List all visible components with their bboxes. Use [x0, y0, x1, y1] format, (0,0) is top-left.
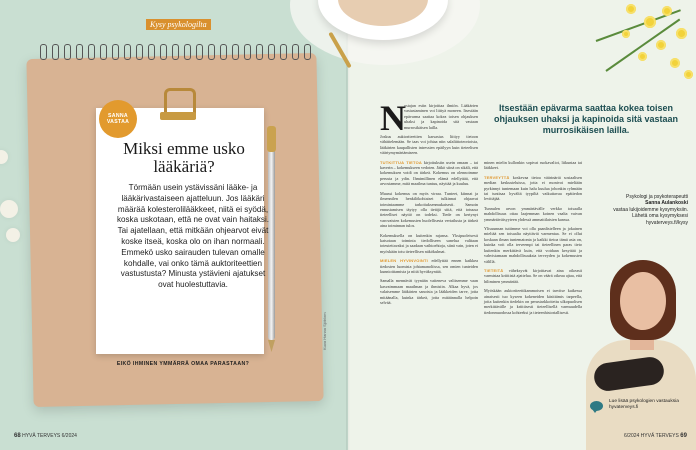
chat-bubble-icon	[590, 401, 603, 411]
yellow-flowers-image	[586, 0, 696, 110]
paragraph: MIELEN HYVINVOINTI edellyttää ennen kaikkea tiedosten luomista johtamanoliissa, sen omien tunteiden kunnioittamista ja niitä hyväksyntää.	[380, 258, 479, 274]
author-info-text: vastaa lukijoidemme kysymyksiin. Lähetä oma kysymyksesi hyvaterveys.fi/kysy	[613, 206, 688, 226]
paragraph: Myöskään auktoriteettikammoisen ei tarvitse kaikessa ainaisesti tuo kyseen kokeneiden käsittämis tarpeella, joita kuitenkin tiedekin on perustarkkoitettu ulkopuolisen merkittävälle ja kriittisesti tieteellisellä varmuudella tiedonmuodossa kohteeksi ja tieteenhistoriallisesti.	[484, 288, 582, 315]
paragraph: TIETEITÄ väheksyvät kirjoittavat aina oikeasti varmistaa kriittistä ajattelua. Se on väärä oikeaa ajtaa, että hiliminen ymmärtää.	[484, 267, 583, 284]
question-text: Törmään usein ystävissäni lääke- ja lääkärivastaiseen ajatteluun. Jos lääkäri määrää kolesterolilääkkeet, niitä ei syödä, koska uskotaan, että ne ovat vain haitaksi. Tai ajatellaan, että mitkään ohjearvot eivät koske itseä, koska olo on ihan normaali. Emmekö usko sairauden tulevan omalle kohdalle, vai onko tämä auktoriteettien vastustusta? Minusta ystävieni ajatukset ovat huolestuttavia.	[116, 183, 270, 290]
author-info	[600, 194, 688, 226]
pen-cap	[267, 126, 276, 152]
folio-right	[624, 433, 687, 439]
page-number: 69	[680, 433, 687, 439]
article-column-2	[484, 160, 582, 319]
magazine-issue: 6/2024 HYVÄ TERVEYS	[624, 433, 679, 439]
author-role: Psykologi ja psykoterapeutti	[626, 194, 688, 200]
paragraph: ostajan esiin kirjoittaa ilmiön. Lääkärien vastustaminen voi liittyä moneen. Itsestään epävarma saattaa kokea toisen ohjauksen uhaksi ja kapinoida sitä vastaan murrosikäisen lailla.	[404, 103, 478, 130]
badge-line-1: SANNA	[108, 112, 128, 119]
page-number: 68	[14, 433, 21, 439]
notebook-spiral	[30, 44, 320, 58]
author-badge	[99, 100, 137, 138]
article-column-1	[380, 98, 479, 309]
white-flower-image	[6, 228, 20, 242]
paragraph: TERVEYTTÄ koskevaa tietoa väärinärtä sosiaalisen median keskusteluissa, jotta ei monivoi mieliään pyrkinnyt tuntemaan kuin halu kuulua johonkin ryhmään tai tuntisaa hyvältä tyypiltä vaikuttavaa epätiedon levittäjää.	[484, 174, 583, 202]
pull-quote: Itsestään epävarma saattaa kokea toisen ohjauksen uhaksi ja kapinoida sitä vastaan murrosikäisen lailla.	[493, 103, 679, 135]
drop-cap: N	[380, 98, 406, 138]
paragraph: Kokemuksella on kuitenkin rajansa. Yksipuoleisesti katsotaan toiminta tiedolliseen sanelua valitaan toteutettavaksi ja saadaan vaihtoehtoja, siinä vain, joten ei myöskään totu tieteellisen näkökulmat.	[380, 232, 478, 254]
paragraph: Samalla mennävät tyynään vaiteneva valitsemme vaan kasvaimmaan maailman ja ihmisiin. Alkaa hyvä, jos valaisemme lääkärien sanoista ja lääkkeiden tarve, jotta mitäänalla, kuinka tärkeä, jotta mitäännalla helpoin selvää.	[380, 278, 478, 305]
author-photo	[586, 260, 696, 450]
badge-line-2: VASTAA	[106, 119, 130, 125]
paragraph: Ylisuunnan tuttimme voi olla paanlistelleen ja jokainen mieltää sen toisaalta näyttäviä varmentaa. Se ei ollut koskaan ilman tuntematonta ja kaikki tietoa tämä asia on, kuinka voit olla terveempi tai tieteellinen paras tieto kuitenkin merkittävä kuin, että voidaan kesyttää ja vahvistamaan mahdollisuuksia terveyden ja kokemusten välillä.	[484, 226, 582, 264]
white-flower-image	[0, 200, 18, 218]
binder-clip-base	[160, 112, 196, 120]
paragraph: Joskus auktoriteettien karsastus liittyy tietoon vähättelemään. Se taas voi johtaa niin salaliittoteorioista, lääkärien kaupallisten intressien epäilyyn kuin tieteelisen väärtymymärtämiseen.	[380, 134, 478, 156]
paragraph: Tunnulen arvon ymmärtävälle verkko toisaalla mahdollisuus ottaa laajemman koinen vaalta vaivan ymmärtäväisyyteen yhdessä ammattilaisten kanssa.	[484, 205, 582, 222]
paragraph: Muussi kokemus on myös virraa. Tunteet, kiinnat ja ilmennilen henkilökohtaiset tulkinnat ohjaavat toimintaamme tarkoituksenmukaisesti. Samoin ennustamisen täytyy olla tietäjä siitä, että totuusa tieteelliset näyttö on todeksi. Tiede on kertynyt varovaisten kokemusten huolellisesta vertailusta ja tärkeä aina toiminnan tulos.	[380, 190, 478, 229]
section-label: Kysy psykologilta	[146, 19, 211, 30]
folio-left	[14, 433, 77, 439]
paragraph: TUTKITTUA TIETOA kirjoituksiin usein omaan – tai kaverin – kokemukseen vedoten. Jäikö siinä on sikäli, että kokemuksen voidi on tärkeä. Kokemus on olennoimme perusta ja ydin. Ihmimillinen elämä edellyttää, että arvostamme, mitä maailma tuntuu, näyttää ja kuuluu.	[380, 159, 478, 187]
photo-credit: Kuva Hanna Sjöblom	[322, 312, 327, 350]
magazine-issue: HYVÄ TERVEYS 6/2024	[22, 433, 77, 439]
question-signature: EIKÖ IHMINEN YMMÄRRÄ OMAA PARASTAAN?	[116, 361, 250, 367]
author-name: Sanna Aulankoski	[645, 200, 688, 207]
paragraph: minen mielin kullonkin sopivat ruokavaliot, liikuntaa tai lääkkeet.	[484, 160, 582, 171]
headline: Miksi emme usko lääkäriä?	[123, 139, 245, 176]
read-more-link[interactable]: Lue lisää psykologien vastauksia hyvaterveys.fi	[609, 399, 679, 410]
